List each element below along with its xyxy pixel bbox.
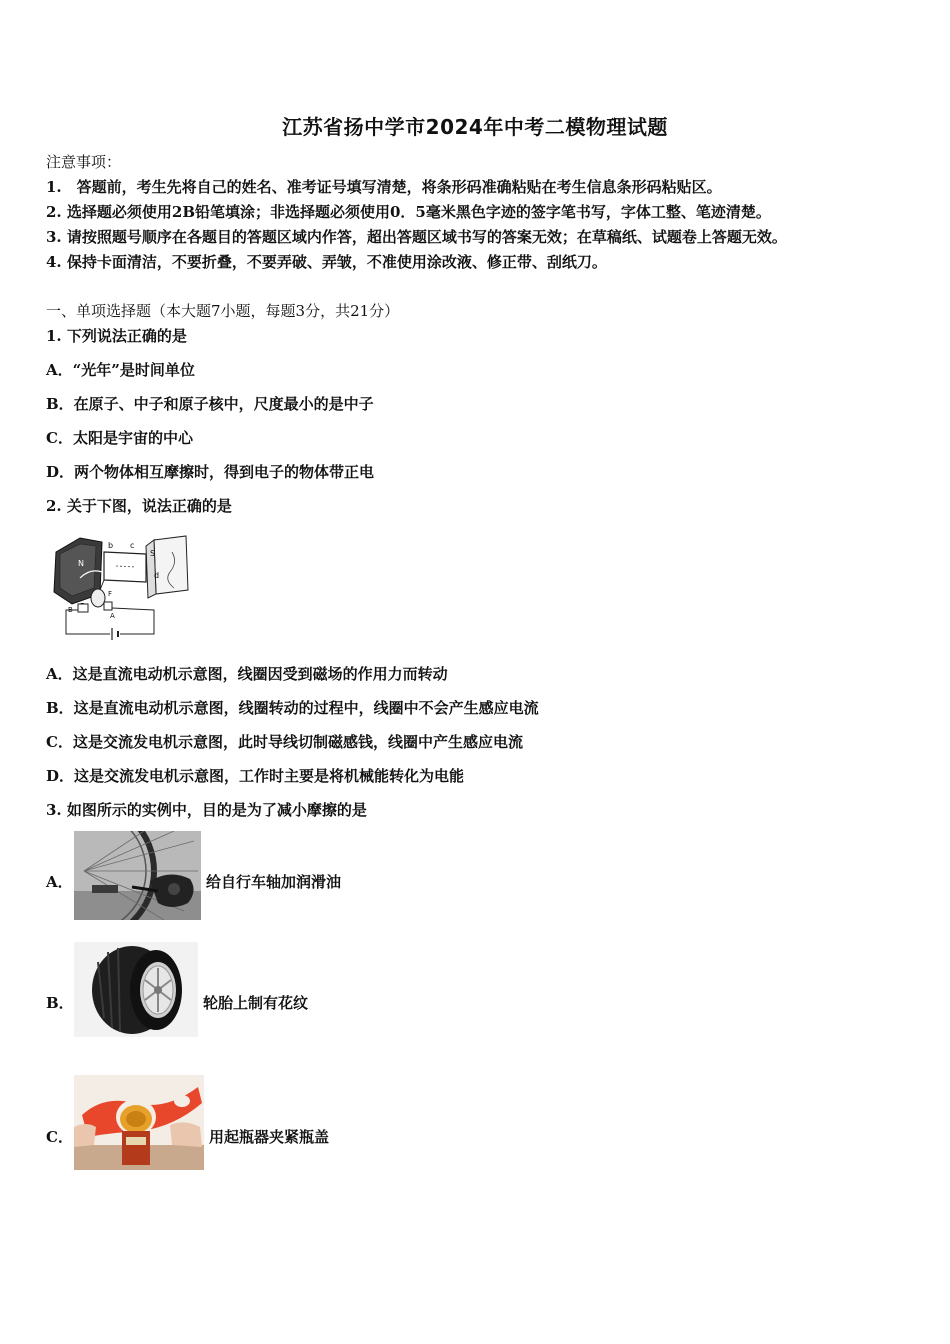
figure-label-s: S	[150, 549, 156, 558]
option-label-b: B．	[46, 994, 74, 1012]
question-stem: 1. 下列说法正确的是	[46, 327, 187, 345]
notice-item: 2. 选择题必须使用2B铅笔填涂；非选择题必须使用0．5毫米黑色字迹的签字笔书写，字体工整、笔迹清楚。	[46, 203, 771, 221]
figure-label-a: A	[110, 612, 115, 620]
question-stem: 2. 关于下图，说法正确的是	[46, 497, 232, 515]
answer-option: C．这是交流发电机示意图，此时导线切制磁感钱，线圈中产生感应电流	[46, 733, 523, 751]
page-title: 江苏省扬中学市2024年中考二模物理试题	[282, 115, 668, 139]
answer-option: C．太阳是宇宙的中心	[46, 429, 193, 447]
motor-diagram	[50, 532, 195, 640]
figure-label-b: b	[108, 541, 114, 550]
figure-label-bb: B	[68, 606, 73, 614]
figure-label-n: N	[78, 559, 84, 568]
bicycle-oiling-photo	[74, 831, 201, 920]
figure-label-f: F	[108, 590, 113, 598]
option-label-c: C．	[46, 1128, 73, 1146]
tire-photo	[74, 942, 198, 1037]
option-text: 用起瓶器夹紧瓶盖	[209, 1128, 330, 1146]
answer-option: D．两个物体相互摩擦时，得到电子的物体带正电	[46, 463, 375, 481]
notice-heading: 注意事项：	[46, 153, 122, 171]
answer-option: A．“光年”是时间单位	[46, 361, 195, 379]
notice-item: 1. 答题前，考生先将自己的姓名、准考证号填写清楚，将条形码准确粘贴在考生信息条形码粘贴区。	[46, 178, 722, 196]
option-text: 给自行车轴加润滑油	[206, 873, 342, 891]
notice-item: 4. 保持卡面清洁，不要折叠，不要弄破、弄皱，不准使用涂改液、修正带、刮纸刀。	[46, 253, 607, 271]
notice-item: 3. 请按照题号顺序在各题目的答题区域内作答，超出答题区域书写的答案无效；在草稿纸、试题卷上答题无效。	[46, 228, 787, 246]
question-stem: 3. 如图所示的实例中，目的是为了减小摩擦的是	[46, 801, 367, 819]
option-label-a: A．	[46, 873, 73, 891]
answer-option: A．这是直流电动机示意图，线圈因受到磁场的作用力而转动	[46, 665, 448, 683]
section-heading: 一、单项选择题（本大题7小题，每题3分，共21分）	[46, 302, 400, 320]
figure-label-c: c	[130, 541, 135, 550]
answer-option: B．这是直流电动机示意图，线圈转动的过程中，线圈中不会产生感应电流	[46, 699, 539, 717]
figure-label-d: d	[154, 571, 160, 580]
answer-option: B．在原子、中子和原子核中，尺度最小的是中子	[46, 395, 374, 413]
bottle-opener-photo	[74, 1075, 204, 1170]
answer-option: D．这是交流发电机示意图，工作时主要是将机械能转化为电能	[46, 767, 465, 785]
option-text: 轮胎上制有花纹	[203, 994, 309, 1012]
